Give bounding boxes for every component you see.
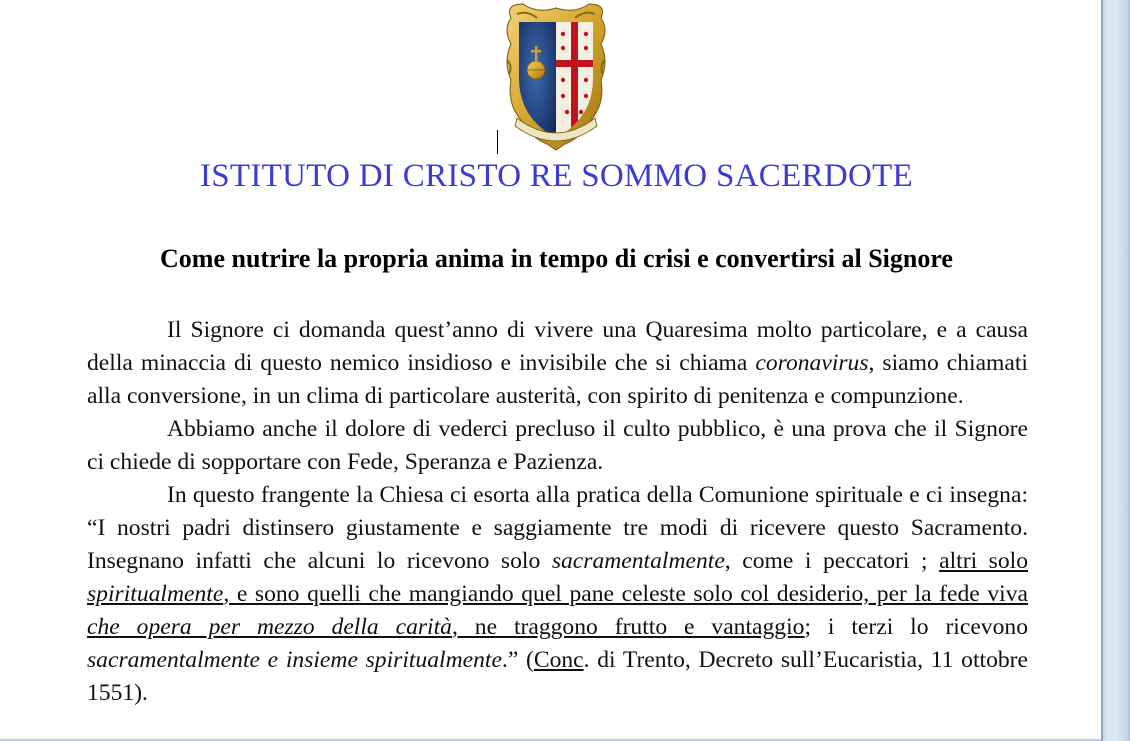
paragraph-2: Abbiamo anche il dolore di vederci precluso il culto pubblico, è una prova che il Signore ci chiede di sopportare con Fede, Speranza e Pazienza. xyxy=(87,416,1028,475)
paragraph-1: Il Signore ci domanda quest’anno di vivere una Quaresima molto particolare, e a causa della minaccia di questo nemico insidioso e invisibile che si chiama coronavirus, siamo chiamati alla conversione, in un clima di particolare austerità, con spirito di penitenza e compunzione. xyxy=(87,317,1028,409)
document-title: Come nutrire la propria anima in tempo di crisi e convertirsi al Signore xyxy=(160,244,953,273)
text-cursor xyxy=(497,130,498,154)
paragraph-3: In questo frangente la Chiesa ci esorta alla pratica della Comunione spirituale e ci insegna: “I nostri padri distinsero giustamente e saggiamente tre modi di ricevere questo Sacramento. Insegnano infatti che alcuni lo ricevono solo sacramentalmente, come i peccatori ; altri solo spiritualmente, e sono quelli che mangiando quel pane celeste solo col desiderio, per la fede viva che opera per mezzo della carità, ne traggono frutto e vantaggio; i terzi lo ricevono sacramentalmente e insieme spiritualmente.” (Conc. di Trento, Decreto sull’Eucaristia, 11 ottobre 1551). xyxy=(87,482,1029,706)
window-scroll-frame[interactable] xyxy=(1101,0,1130,741)
institute-name: ISTITUTO DI CRISTO RE SOMMO SACERDOTE xyxy=(199,158,913,194)
spellcheck-word: Conc xyxy=(533,647,584,673)
document-body[interactable] xyxy=(87,314,1028,710)
coat-of-arms-logo xyxy=(497,0,615,153)
